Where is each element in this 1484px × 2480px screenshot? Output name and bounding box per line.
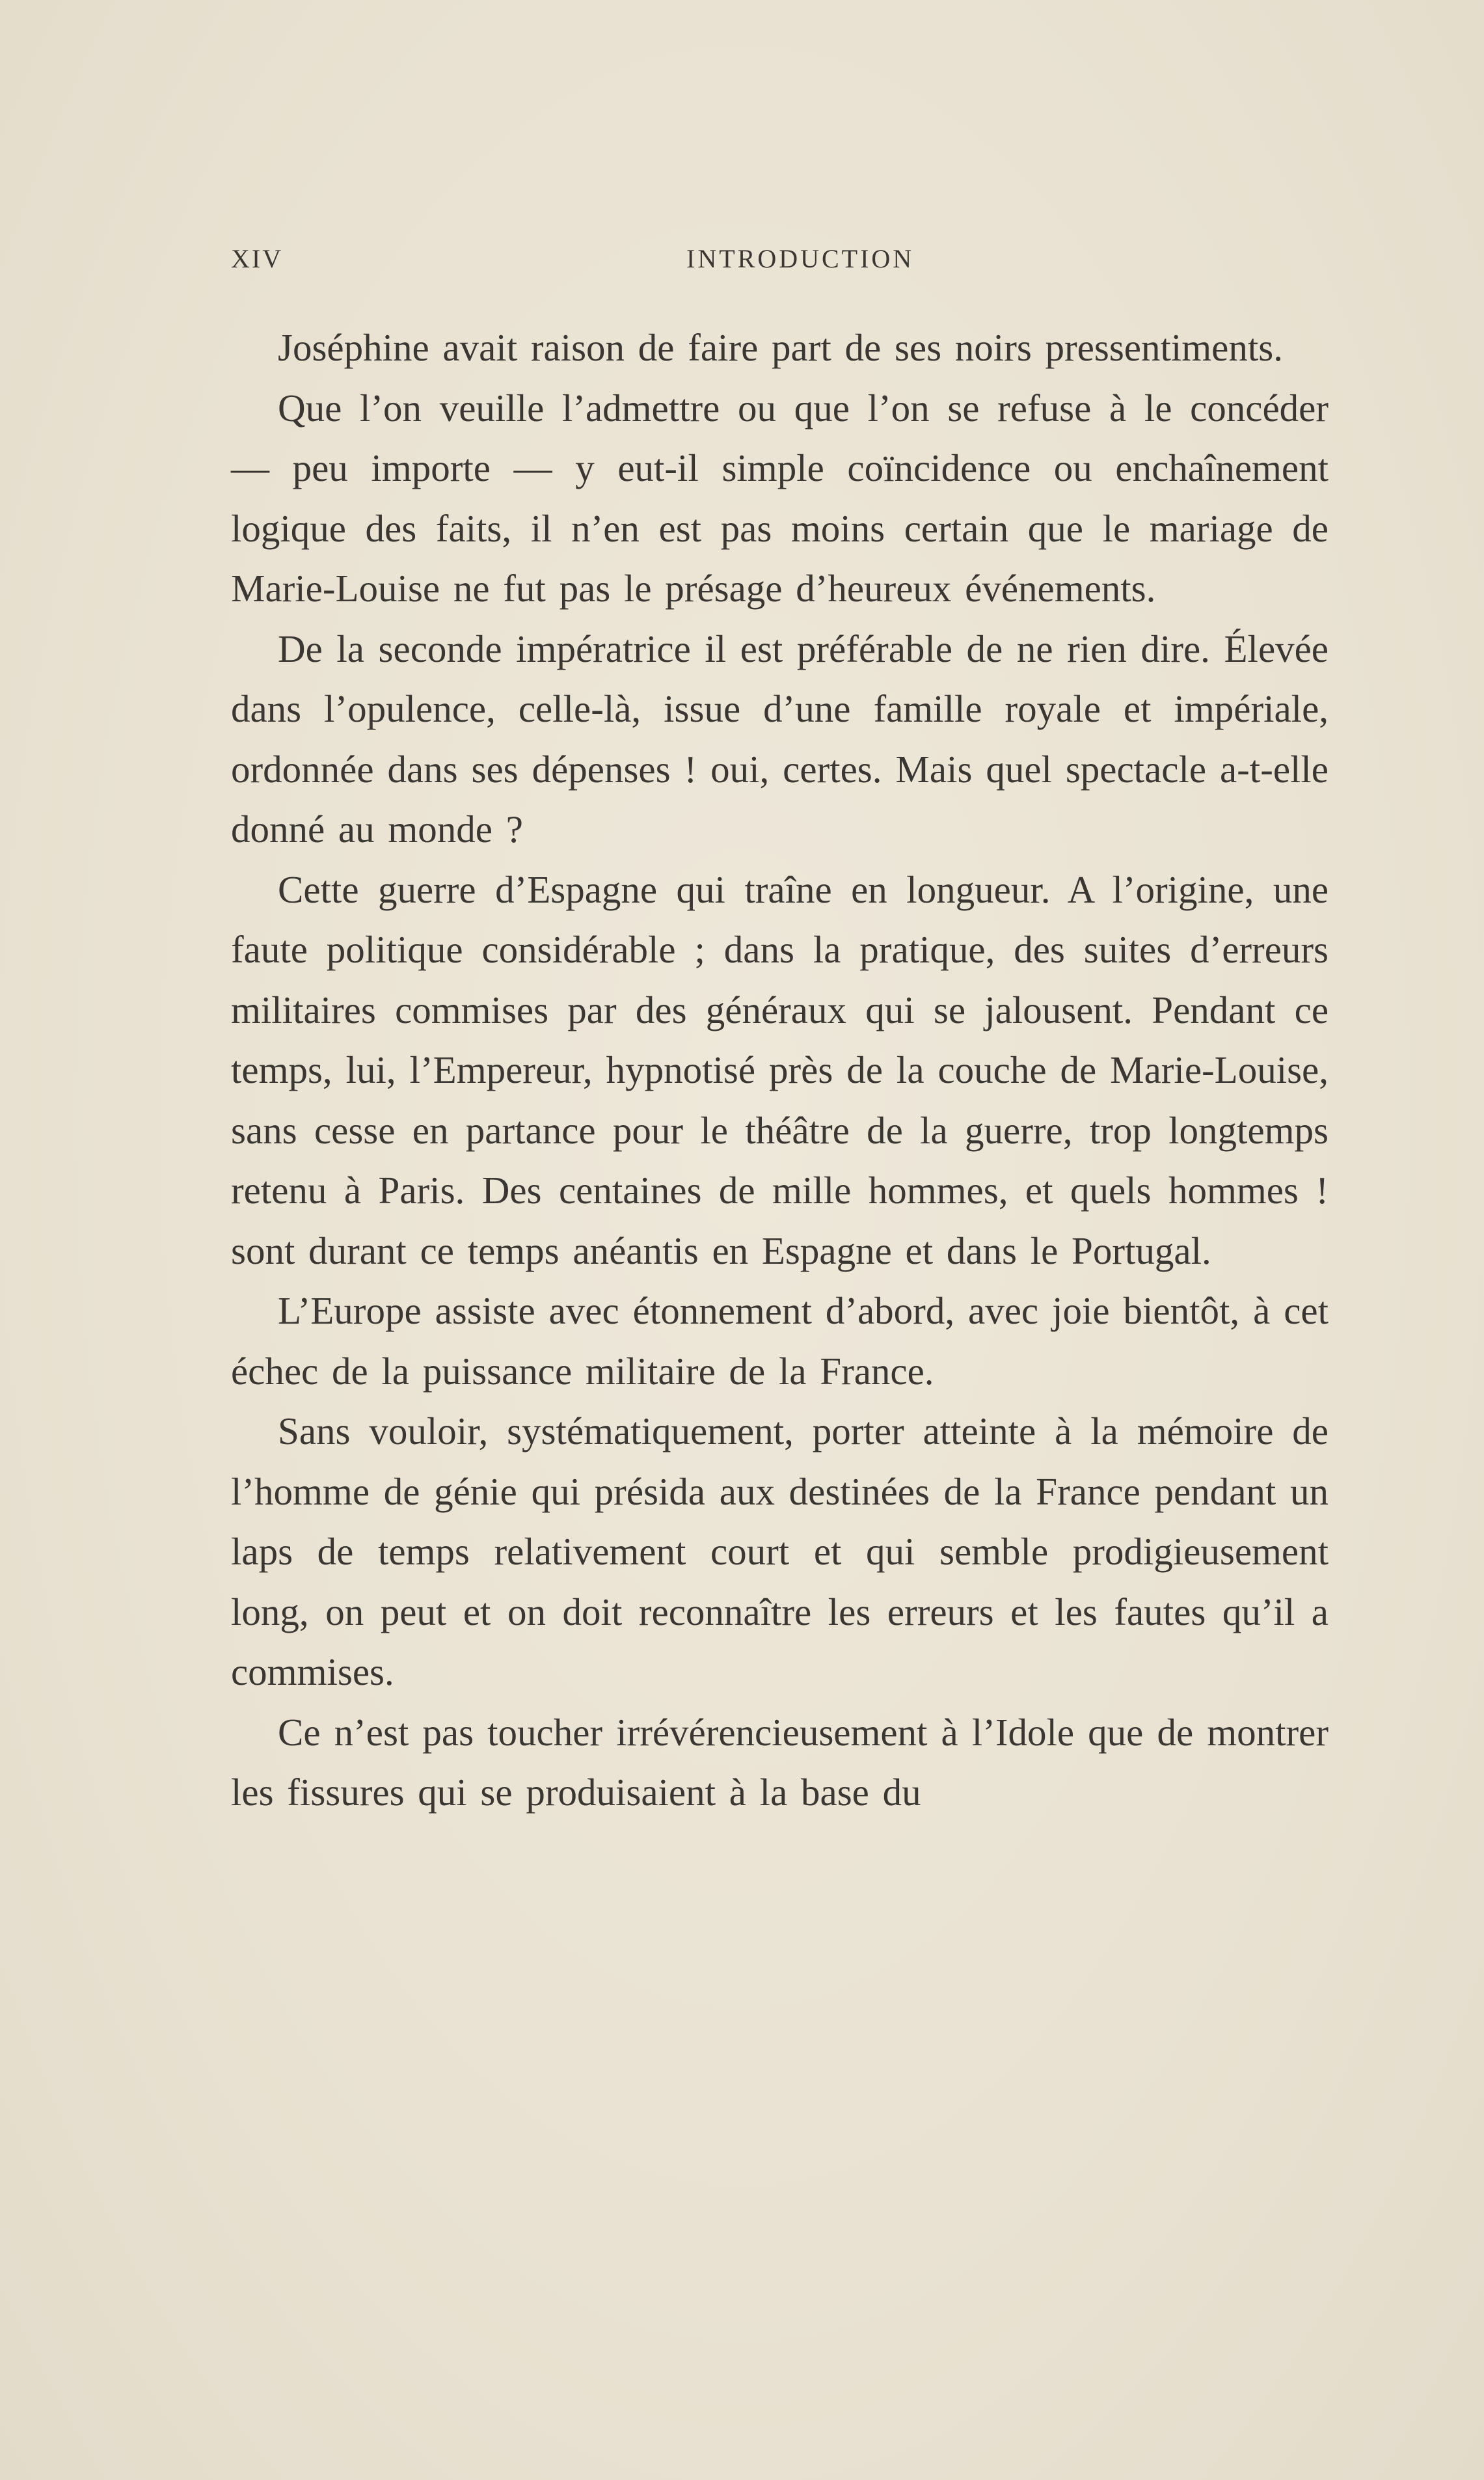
- page-number: XIV: [231, 244, 284, 273]
- paragraph-6: Sans vouloir, systématiquement, porter atteinte à la mémoire de l’homme de génie qui présida aux destinées de la France pendant un laps de temps relativement court et qui semble prodigieusement long, on peut et on doit reconnaître les erreurs et les fautes qu’il a commises.: [231, 1410, 1329, 1693]
- paragraph-2: Que l’on veuille l’admettre ou que l’on se refuse à le concéder — peu importe — y eut-il simple coïncidence ou enchaînement logique des faits, il n’en est pas moins certain que le mariage de Marie-Louise ne fut pas le présage d’heureux événements.: [231, 386, 1329, 610]
- paragraph-5: L’Europe assiste avec étonnement d’abord, avec joie bientôt, à cet échec de la puissance militaire de la France.: [231, 1289, 1329, 1393]
- paragraph-4: Cette guerre d’Espagne qui traîne en longueur. A l’origine, une faute politique considérable ; dans la pratique, des suites d’erreurs militaires commises par des généraux qui se jalousent. Pendant ce temps, lui, l’Empereur, hypnotisé près de la couche de Marie-Louise, sans cesse en partance pour le théâtre de la guerre, trop longtemps retenu à Paris. Des centaines de mille hommes, et quels hommes ! sont durant ce temps anéantis en Espagne et dans le Portugal.: [231, 867, 1329, 1272]
- paragraph-7: Ce n’est pas toucher irrévérencieusement à l’Idole que de montrer les fissures qui se produisaient à la base du: [231, 1710, 1329, 1814]
- paragraph-1: Joséphine avait raison de faire part de ses noirs pressentiments.: [278, 326, 1283, 369]
- paragraph-3: De la seconde impératrice il est préférable de ne rien dire. Élevée dans l’opulence, celle-là, issue d’une famille royale et impériale, ordonnée dans ses dépenses ! oui, certes. Mais quel spectacle a-t-elle donné au monde ?: [231, 627, 1329, 851]
- body-text: [231, 318, 1329, 1823]
- running-head: [231, 239, 1329, 279]
- running-title: INTRODUCTION: [686, 244, 915, 273]
